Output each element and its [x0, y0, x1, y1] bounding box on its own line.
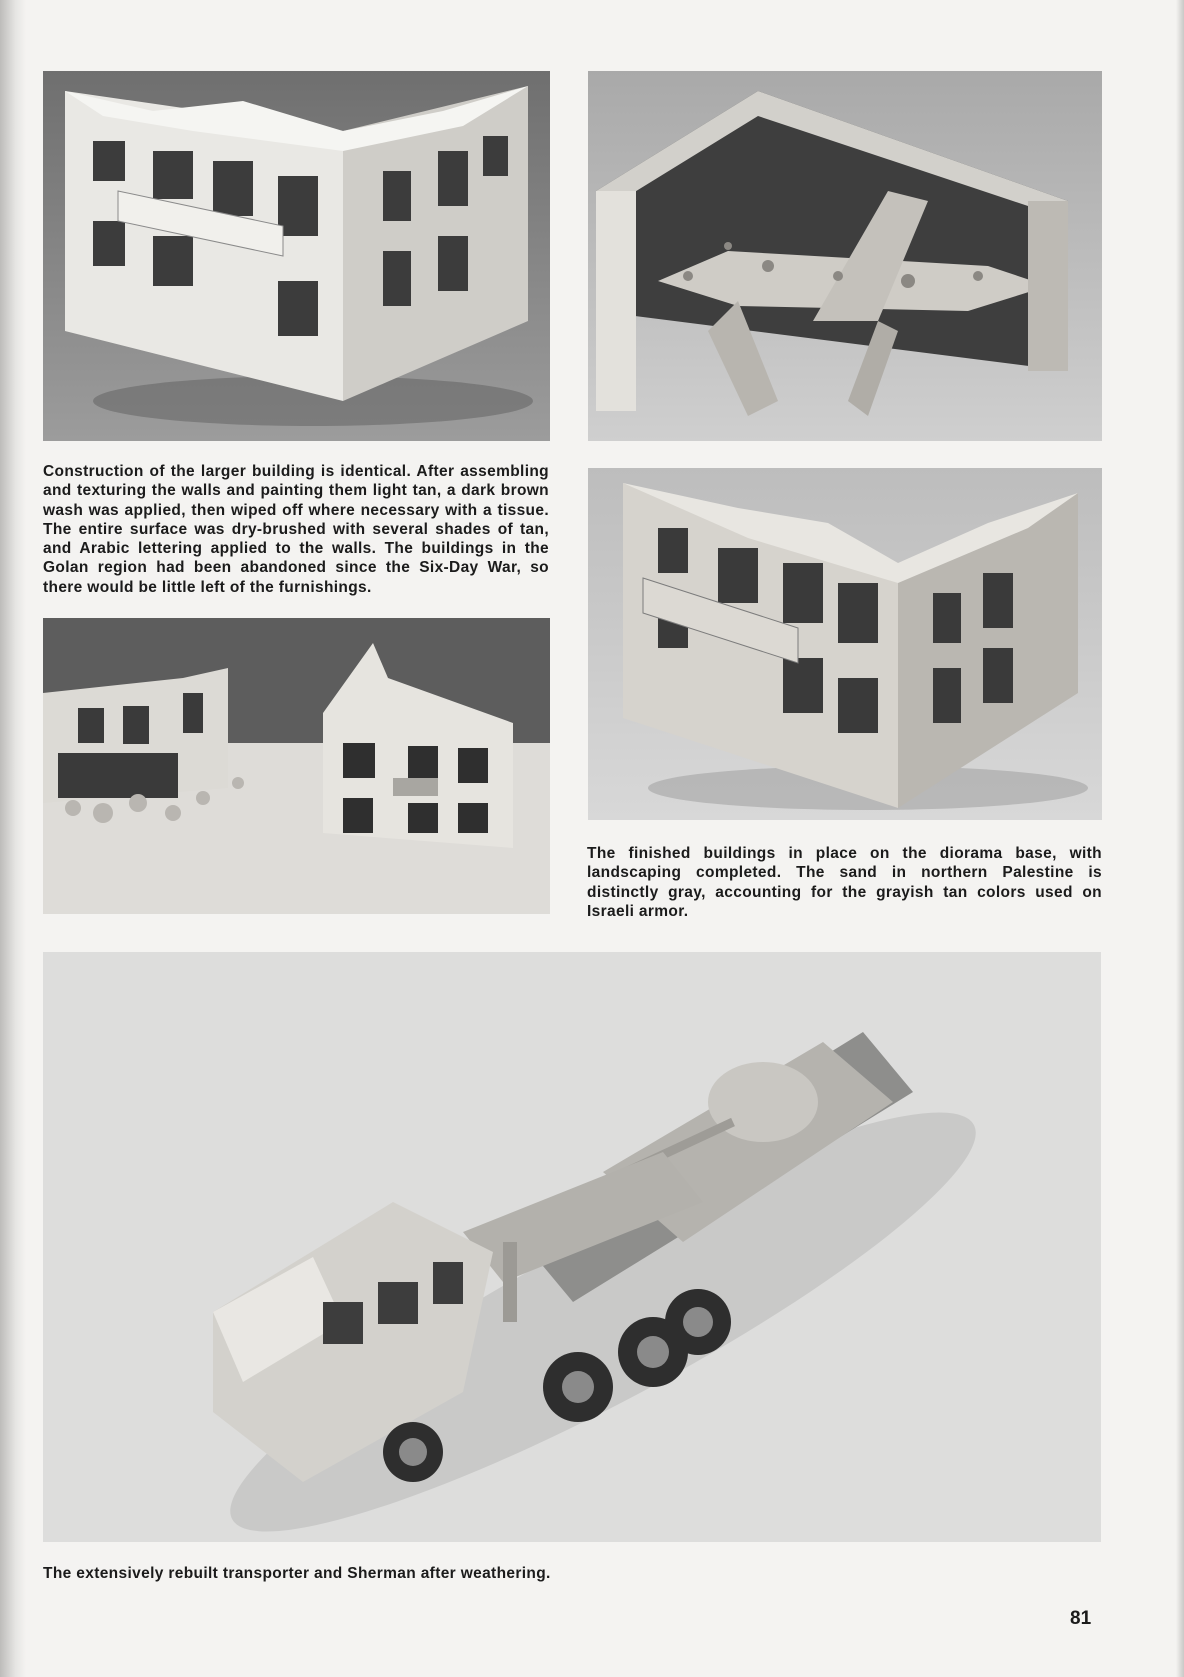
photo-transporter-sherman: [43, 952, 1101, 1542]
photo-painted-building: [588, 468, 1102, 820]
photo-building-interior: [588, 71, 1102, 441]
page-edge-shadow: [1176, 0, 1184, 1677]
caption-transporter: The extensively rebuilt transporter and Sherman after weathering.: [43, 1565, 551, 1582]
binding-gutter-shadow: [0, 0, 26, 1677]
caption-larger-building: Construction of the larger building is identical. After assembling and texturing the walls and painting them light tan, a dark brown wash was applied, then wiped off where necessary with a tissue. The entire surface was dry-brushed with several shades of tan, and Arabic lettering applied to the walls. The buildings in the Golan region had been abandoned since the Six-Day War, so there would be little left of the furnishings.: [43, 463, 549, 596]
page-number: 81: [1070, 1608, 1092, 1629]
photo-building-shell: [43, 71, 550, 441]
photo-diorama-base: [43, 618, 550, 914]
caption-finished-buildings: The finished buildings in place on the diorama base, with landscaping completed. The sand in northern Palestine is distinctly gray, accounting for the grayish tan colors used on Israeli armor.: [587, 845, 1102, 920]
